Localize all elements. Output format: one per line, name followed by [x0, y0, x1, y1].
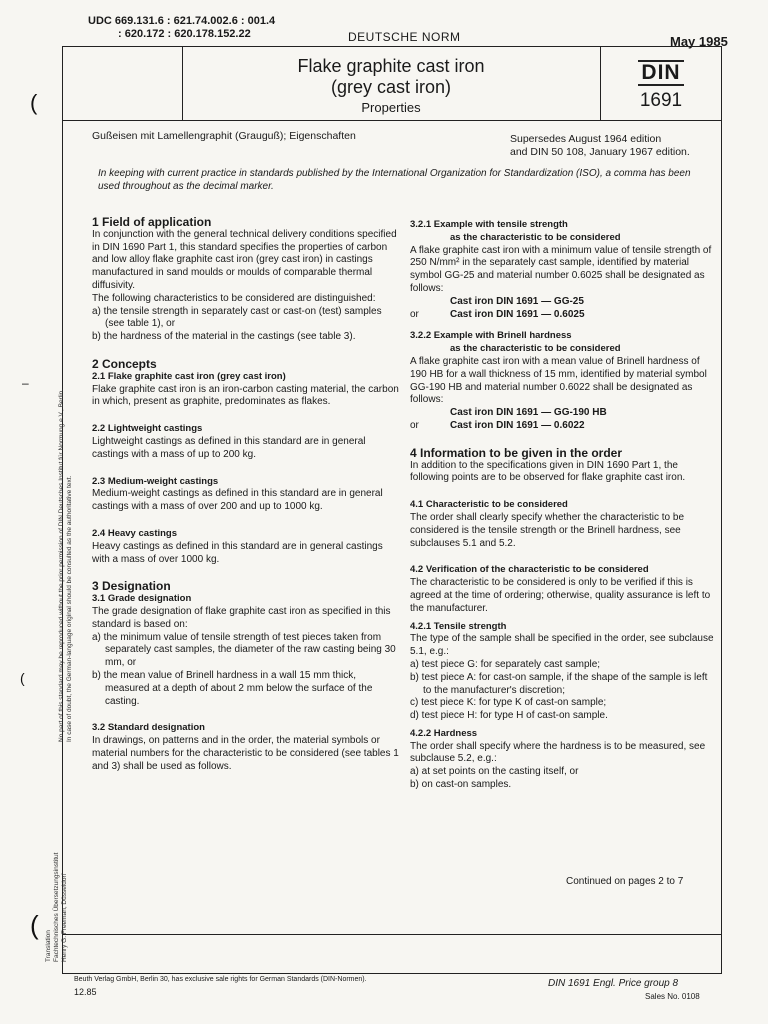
section-heading: 2 Concepts	[92, 356, 157, 371]
or-label: or	[410, 419, 419, 431]
norm-label: DEUTSCHE NORM	[348, 30, 461, 44]
paragraph: The order shall clearly specify whether the characteristic to be considered is the tensile strength or the Brinell hardness, see subclauses 5.1 and 5.2.	[410, 511, 685, 549]
sales-number: Sales No. 0108	[645, 992, 700, 1001]
or-label: or	[410, 308, 419, 320]
paragraph: Flake graphite cast iron is an iron-carbon casting material, the carbon in which, present as graphite, predominates as flakes.	[92, 383, 399, 408]
subsection-heading: 3.2 Standard designation	[92, 722, 205, 734]
list-item: a) the minimum value of tensile strength of test pieces taken from separately cast samples, the diameter of the raw casting being 30 mm, or	[92, 631, 396, 669]
list-item: b) the mean value of Brinell hardness in a wall 15 mm thick, measured at a depth of about 2 mm below the surface of the casting.	[92, 669, 373, 707]
list-item: b) test piece A: for cast-on sample, if the shape of the sample is left to the manufacturer's discretion;	[410, 671, 708, 696]
subsection-heading: 4.2.2 Hardness	[410, 727, 478, 739]
paragraph: The type of the sample shall be specified in the order, see subclause 5.1, e.g.:	[410, 633, 714, 658]
subsection-heading: as the characteristic to be considered	[450, 231, 621, 243]
paragraph: The following characteristics to be considered are distinguished:	[92, 292, 376, 304]
paragraph: In addition to the specifications given in DIN 1690 Part 1, the following points are to be observed for flake graphite cast iron.	[410, 459, 686, 484]
paragraph: Heavy castings as defined in this standard are in general castings with a mass of over 1000 kg.	[92, 540, 383, 565]
issue-date: May 1985	[670, 34, 728, 49]
copyright-notice: In case of doubt, the German-language original should be consulted as the authoritative text.	[66, 475, 73, 742]
din-number: 1691	[639, 90, 683, 111]
udc-line: UDC 669.131.6 : 621.74.002.6 : 001.4	[88, 15, 276, 27]
supersedes-line: Supersedes August 1964 edition	[510, 133, 662, 145]
list-item: a) the tensile strength in separately cast or cast-on (test) samples (see table 1), or	[92, 305, 382, 330]
subsection-heading: 4.2.1 Tensile strength	[410, 620, 507, 632]
subsection-heading: as the characteristic to be considered	[450, 343, 621, 355]
publisher-note: Beuth Verlag GmbH, Berlin 30, has exclusive sale rights for German Standards (DIN-Normen).	[74, 976, 367, 983]
paragraph: The characteristic to be considered is only to be verified if this is agreed at the time of ordering; otherwise, quality assurance is left to the manufacturer.	[410, 577, 711, 614]
subsection-heading: 3.2.1 Example with tensile strength	[410, 219, 568, 230]
section-heading: 4 Information to be given in the order	[410, 445, 623, 460]
title-line: (grey cast iron)	[330, 77, 452, 97]
designation-alternative	[410, 309, 715, 322]
supersedes-note	[510, 133, 690, 159]
list-item: a) at set points on the casting itself, or	[410, 766, 579, 778]
subsection-heading: 2.2 Lightweight castings	[92, 423, 203, 435]
translation-credit: Translation	[45, 930, 52, 962]
list-item: b) on cast-on samples.	[410, 779, 512, 791]
left-column	[92, 216, 402, 773]
copyright-notice: No part of this standard may be reproduced without the prior permission of DIN Deutsches Institut für Normung e.V., Berlin.	[58, 388, 65, 742]
subsection-heading: 3.1 Grade designation	[92, 593, 192, 605]
continued-note: Continued on pages 2 to 7	[566, 876, 684, 887]
designation-example: Cast iron DIN 1691 — GG-25	[450, 295, 584, 307]
footer-divider	[62, 934, 722, 935]
decimal-marker-note: In keeping with current practice in standards published by the International Organization for Standardization (ISO), a comma has been used throughout as the decimal marker.	[98, 168, 691, 192]
list-item: d) test piece H: for type H of cast-on sample.	[410, 710, 608, 722]
paragraph: Medium-weight castings as defined in this standard are in general castings with a mass of over 200 and up to 1000 kg.	[92, 488, 383, 513]
translation-credit: Henry G. Freeman, Düsseldorf	[61, 873, 68, 962]
header-divider	[62, 120, 722, 121]
paragraph: In conjunction with the general technical delivery conditions specified in DIN 1690 Part 1, this standard specifies the properties of carbon and low alloy flake graphite cast iron (grey cast iron) in castings manufactured in sand moulds or moulds of comparable thermal diffusivity.	[92, 228, 397, 291]
document-reference: DIN 1691 Engl. Price group 8	[548, 978, 679, 989]
subsection-heading: 3.2.2 Example with Brinell hardness	[410, 330, 572, 342]
scan-mark: ‒	[22, 376, 29, 390]
designation-example: Cast iron DIN 1691 — GG-190 HB	[450, 407, 607, 419]
list-item: b) the hardness of the material in the castings (see table 3).	[92, 331, 356, 343]
binding-hole-mark: (	[30, 90, 38, 115]
document-title	[182, 56, 600, 117]
paragraph: Lightweight castings as defined in this standard are in general castings with a mass of up to 200 kg.	[92, 435, 366, 460]
german-title: Gußeisen mit Lamellengraphit (Grauguß); Eigenschaften	[92, 130, 356, 142]
scan-mark: (	[20, 670, 25, 686]
udc-line: : 620.172 : 620.178.152.22	[118, 28, 251, 40]
paragraph: A flake graphite cast iron with a mean value of Brinell hardness of 190 HB for a wall thickness of 15 mm, identified by material symbol GG-190 HB and material number 0.6022 shall be designated as follows:	[410, 355, 707, 406]
designation-example: Cast iron DIN 1691 — 0.6022	[450, 419, 585, 431]
translation-credit: Fachtechnisches Übersetzungsinstitut	[53, 852, 60, 962]
subsection-heading: 4.1 Characteristic to be considered	[410, 499, 568, 511]
designation-example: Cast iron DIN 1691 — 0.6025	[450, 308, 585, 320]
designation-alternative	[410, 420, 715, 433]
edition-code: 12.85	[74, 987, 97, 997]
din-box	[600, 46, 722, 120]
subsection-heading: 4.2 Verification of the characteristic to be considered	[410, 564, 649, 576]
paragraph: The grade designation of flake graphite cast iron as specified in this standard is based on:	[92, 605, 391, 630]
binding-hole-mark: (	[30, 910, 39, 940]
din-logo: DIN	[638, 60, 683, 86]
list-item: a) test piece G: for separately cast sample;	[410, 658, 601, 670]
paragraph: In drawings, on patterns and in the order, the material symbols or material numbers for the characteristic to be considered (see tables 1 and 3) shall be used as follows.	[92, 735, 399, 772]
section-heading: 3 Designation	[92, 579, 171, 594]
section-heading: 1 Field of application	[92, 215, 212, 229]
paragraph: A flake graphite cast iron with a minimum value of tensile strength of 250 N/mm² in the separately cast sample, identified by material symbol GG-25 and material number 0.6025 shall be designated as follows:	[410, 244, 712, 294]
subsection-heading: 2.1 Flake graphite cast iron (grey cast iron)	[92, 370, 286, 382]
list-item: c) test piece K: for type K of cast-on sample;	[410, 697, 607, 709]
publisher-footer	[74, 974, 367, 998]
udc-classification	[88, 15, 275, 41]
subsection-heading: 2.3 Medium-weight castings	[92, 475, 219, 487]
document-subtitle: Properties	[361, 100, 421, 115]
supersedes-line: and DIN 50 108, January 1967 edition.	[510, 146, 690, 158]
paragraph: The order shall specify where the hardness is to be measured, see subclause 5.2, e.g.:	[410, 740, 706, 765]
title-line: Flake graphite cast iron	[297, 56, 485, 76]
subsection-heading: 2.4 Heavy castings	[92, 527, 178, 539]
right-column	[410, 219, 715, 792]
